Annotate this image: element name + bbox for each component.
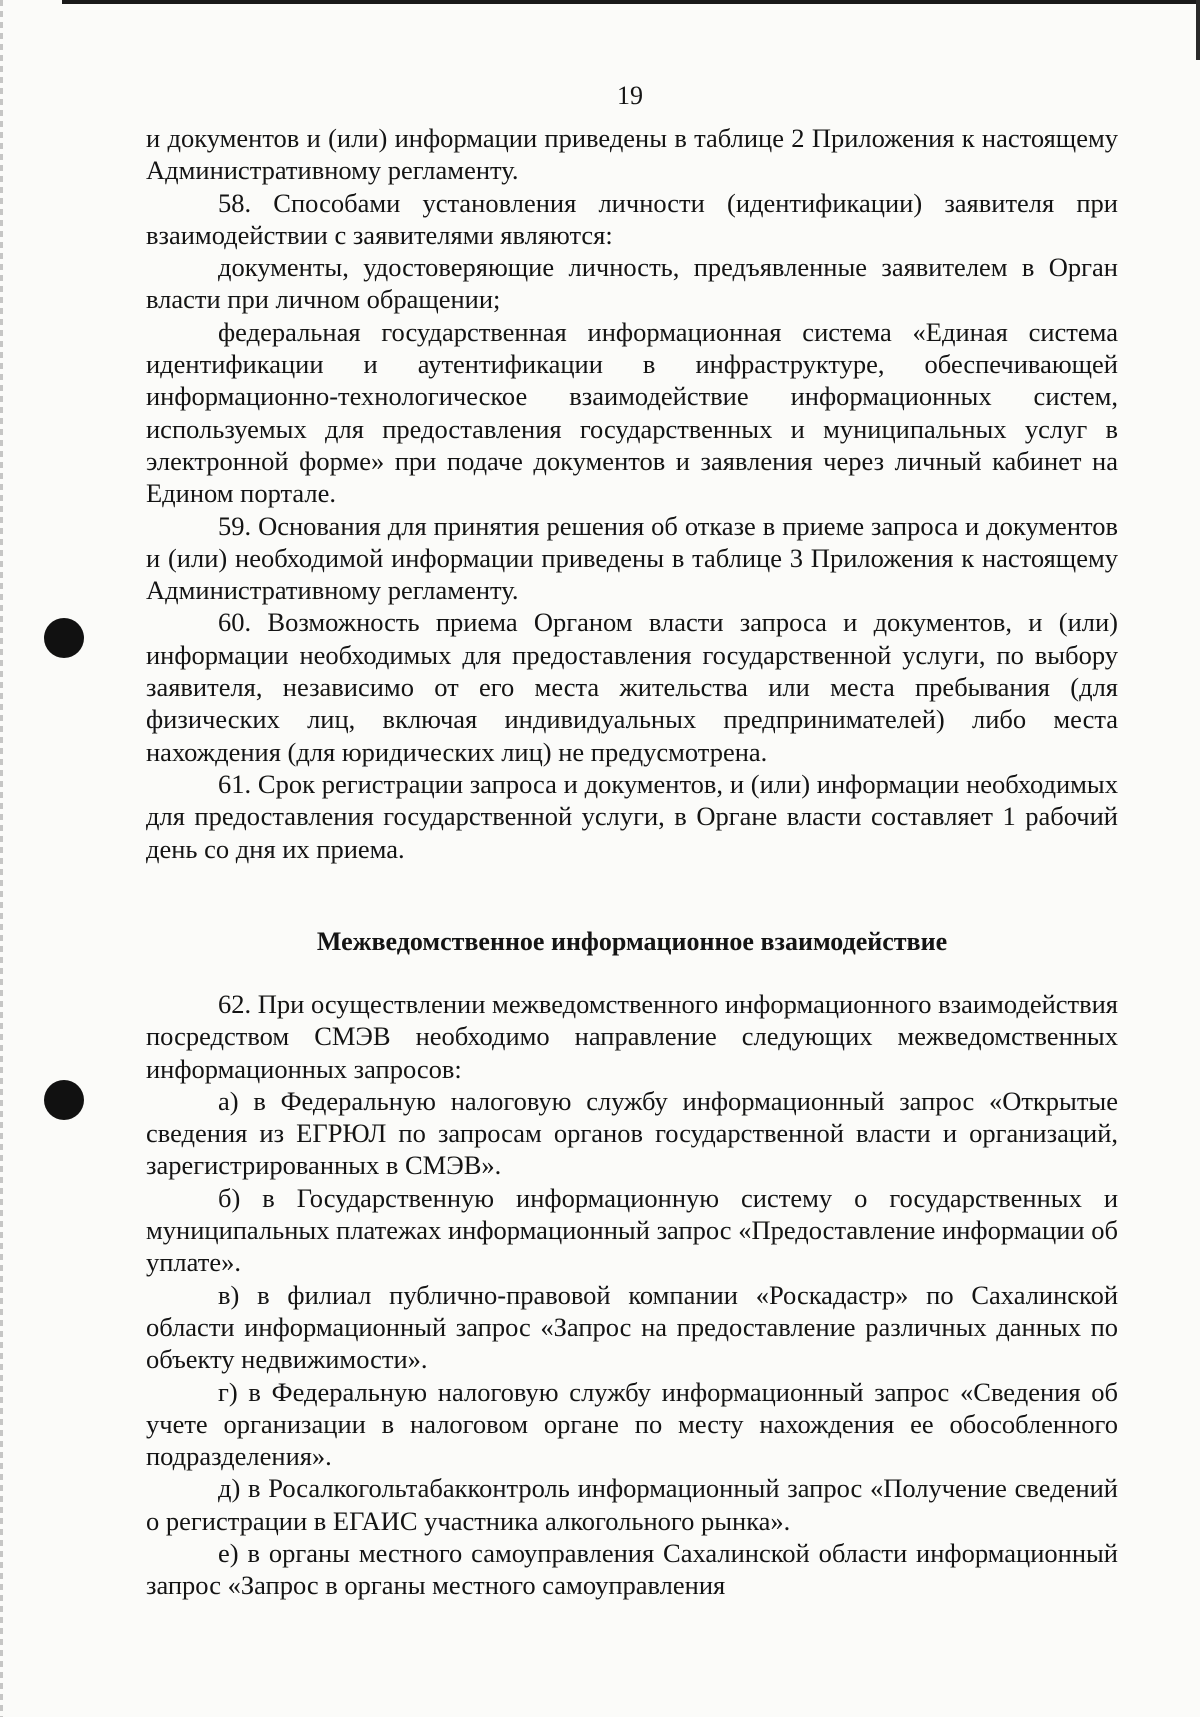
- paragraph-62-item-b: б) в Государственную информационную систему о государственных и муниципальных платежах информационный запрос «Предоставление информации об уплате».: [146, 1182, 1118, 1278]
- paragraph-58-item-documents: документы, удостоверяющие личность, предъявленные заявителем в Орган власти при личном обращении;: [146, 252, 1118, 315]
- punch-hole-icon: [44, 1080, 84, 1120]
- paragraph-58: 58. Способами установления личности (идентификации) заявителя при взаимодействии с заявителями являются:: [146, 187, 1118, 250]
- document-body-bottom: [146, 988, 1118, 1602]
- paragraph-62: 62. При осуществлении межведомственного информационного взаимодействия посредством СМЭВ необходимо направление следующих межведомственных информационных запросов:: [146, 989, 1118, 1084]
- paragraph-62-item-v: в) в филиал публично-правовой компании «Роскадастр» по Сахалинской области информационный запрос «Запрос на предоставление различных данных по объекту недвижимости».: [146, 1279, 1118, 1375]
- scan-top-edge: [62, 0, 1200, 4]
- paragraph-58-item-esia: федеральная государственная информационная система «Единая система идентификации и аутентификации в инфраструктуре, обеспечивающей информационно-технологическое взаимодействие информационных систем, используемых для предоставления государственных и муниципальных услуг в электронной форме» при подаче документов и заявления через личный кабинет на Едином портале.: [146, 316, 1118, 509]
- paragraph-61: 61. Срок регистрации запроса и документов, и (или) информации необходимых для предоставления государственной услуги, в Органе власти составляет 1 рабочий день со дня их приема.: [146, 768, 1118, 864]
- document-body-top: [146, 122, 1118, 865]
- paragraph-continuation: и документов и (или) информации приведены в таблице 2 Приложения к настоящему Административному регламенту.: [146, 123, 1118, 186]
- paragraph-59: 59. Основания для принятия решения об отказе в приеме запроса и документов и (или) необходимой информации приведены в таблице 3 Приложения к настоящему Административному регламенту.: [146, 510, 1118, 606]
- paragraph-62-item-e: е) в органы местного самоуправления Сахалинской области информационный запрос «Запрос в органы местного самоуправления: [146, 1538, 1118, 1601]
- section-heading: Межведомственное информационное взаимодействие: [316, 927, 948, 956]
- punch-hole-icon: [44, 618, 84, 658]
- scan-right-edge: [1196, 0, 1200, 60]
- paragraph-62-item-d: д) в Росалкогольтабакконтроль информационный запрос «Получение сведений о регистрации в ЕГАИС участника алкогольного рынка».: [146, 1473, 1118, 1536]
- page-number: 19: [617, 81, 643, 110]
- paragraph-62-item-g: г) в Федеральную налоговую службу информационный запрос «Сведения об учете организации в налоговом органе по месту нахождения ее обособленного подразделения».: [146, 1376, 1118, 1472]
- paragraph-60: 60. Возможность приема Органом власти запроса и документов, и (или) информации необходимых для предоставления государственной услуги, по выбору заявителя, независимо от его места жительства или места пребывания (для физических лиц, включая индивидуальных предпринимателей) либо места нахождения (для юридических лиц) не предусмотрена.: [146, 607, 1118, 767]
- scan-left-edge: [0, 0, 3, 1717]
- paragraph-62-item-a: а) в Федеральную налоговую службу информационный запрос «Открытые сведения из ЕГРЮЛ по запросам органов государственной власти и организаций, зарегистрированных в СМЭВ».: [146, 1085, 1118, 1181]
